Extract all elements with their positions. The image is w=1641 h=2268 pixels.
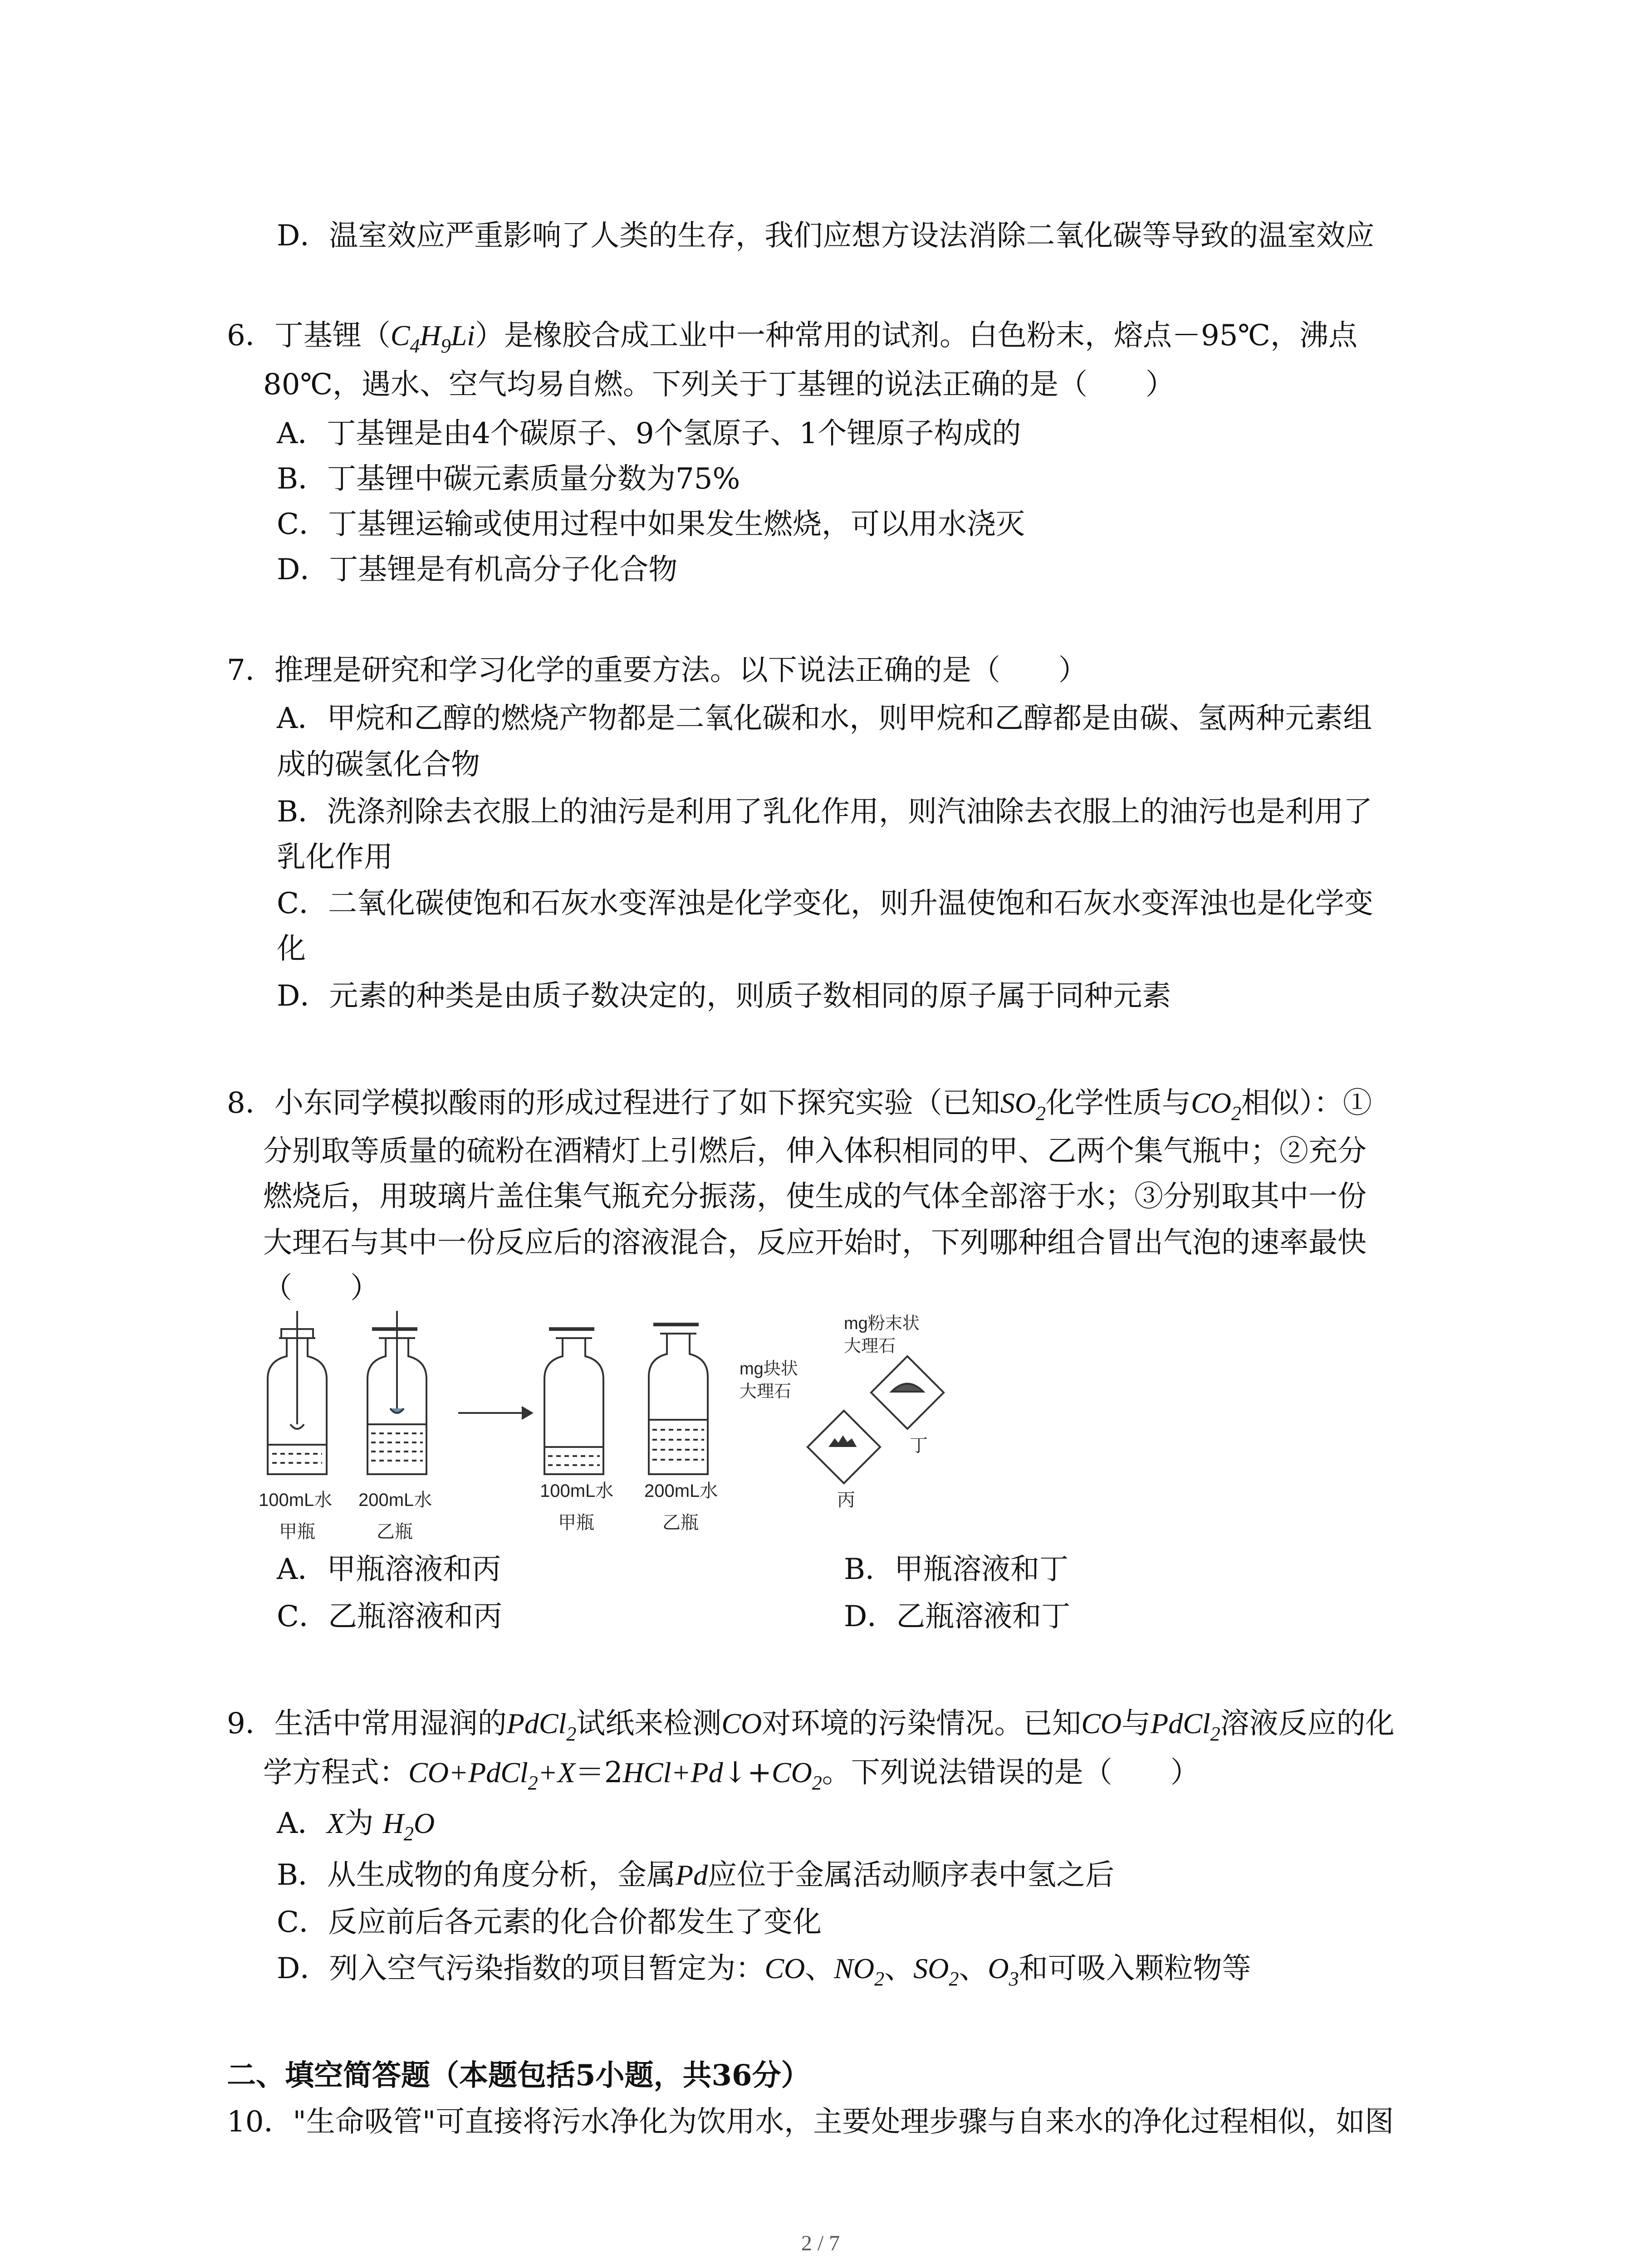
q8-stem-line3: 燃烧后，用玻璃片盖住集气瓶充分振荡，使生成的气体全部溶于水；③分别取其中一份 (263, 1180, 1367, 1213)
bottle-jia-1 (268, 1311, 327, 1474)
label-block-1: mg块状 (740, 1359, 798, 1378)
q6-stem-line2: 80℃，遇水、空气均易自燃。下列关于丁基锂的说法正确的是（ ） (263, 368, 1175, 401)
label-b2-vol: 200mL水 (358, 1490, 432, 1510)
q9-stem-line1: 9．生活中常用湿润的PdCl$_2$试纸来检测CO对环境的污染情况。已知CO与PdCl$_2$溶液反应的化 (227, 1707, 1395, 1745)
q6-option-d: D．丁基锂是有机高分子化合物 (277, 553, 678, 587)
label-b3-vol: 100mL水 (540, 1481, 614, 1501)
bottle-jia-2 (544, 1329, 603, 1474)
q7-option-a-line1: A．甲烷和乙醇的燃烧产物都是二氧化碳和水，则甲烷和乙醇都是由碳、氢两种元素组 (277, 702, 1372, 735)
q7-option-b-line1: B．洗涤剂除去衣服上的油污是利用了乳化作用，则汽油除去衣服上的油污也是利用了 (277, 795, 1373, 829)
label-b4-name: 乙瓶 (662, 1513, 699, 1533)
q5-option-d: D．温室效应严重影响了人类的生存，我们应想方设法消除二氧化碳等导致的温室效应 (277, 219, 1375, 253)
q8-option-b: B．甲瓶溶液和丁 (844, 1553, 1069, 1586)
q7-option-c-line1: C．二氧化碳使饱和石灰水变浑浊是化学变化，则升温使饱和石灰水变浑浊也是化学变 (277, 887, 1373, 920)
bottle-yi-1 (367, 1311, 426, 1474)
label-b1-name: 甲瓶 (279, 1522, 315, 1542)
label-ding: 丁 (910, 1436, 928, 1456)
q7-option-c-line2: 化 (277, 932, 306, 966)
q7-option-a-line2: 成的碳氢化合物 (277, 748, 480, 782)
q6-stem-line1: 6．丁基锂$(C_4H_9Li)$是橡胶合成工业中一种常用的试剂。白色粉末，熔点－95℃，沸点 (227, 319, 1358, 357)
label-b1-vol: 100mL水 (259, 1490, 333, 1510)
q7-option-d: D．元素的种类是由质子数决定的，则质子数相同的原子属于同种元素 (277, 979, 1171, 1013)
label-powder-2: 大理石 (844, 1337, 896, 1356)
q8-stem-line5: （ ） (263, 1271, 379, 1305)
q8-stem-line4: 大理石与其中一份反应后的溶液混合，反应开始时，下列哪种组合冒出气泡的速率最快 (263, 1226, 1367, 1260)
q9-stem-line2: 学方程式：$CO+PdCl_2+X=2HCl+Pd↓+CO_2$。下列说法错误的是（ ） (263, 1756, 1200, 1794)
dish-bing (808, 1411, 880, 1483)
label-b3-name: 甲瓶 (558, 1513, 594, 1533)
q6-option-a: A．丁基锂是由4个碳原子、9个氢原子、1个锂原子构成的 (277, 417, 1021, 450)
q6-option-b: B．丁基锂中碳元素质量分数为75% (277, 462, 740, 496)
q10-stem-line1: 10．"生命吸管"可直接将污水净化为饮用水，主要处理步骤与自来水的净化过程相似，如图 (227, 2105, 1394, 2139)
label-b2-name: 乙瓶 (377, 1522, 413, 1542)
q9-option-a: A．X为 $H_2O$ (277, 1807, 435, 1845)
q8-stem-line1: 8．小东同学模拟酸雨的形成过程进行了如下探究实验（已知$SO_2$化学性质与$CO_2$相似）：① (227, 1086, 1372, 1124)
q7-option-b-line2: 乳化作用 (277, 841, 393, 874)
bottle-yi-2 (649, 1325, 708, 1474)
q8-option-a: A．甲瓶溶液和丙 (277, 1553, 501, 1586)
q9-option-d: D．列入空气污染指数的项目暂定为：CO、$NO_2$、$SO_2$、$O_3$和可吸入颗粒物等 (277, 1952, 1251, 1990)
label-b4-vol: 200mL水 (644, 1481, 718, 1501)
dish-ding (871, 1356, 944, 1429)
label-bing: 丙 (837, 1490, 855, 1510)
q9-option-b: B．从生成物的角度分析，金属Pd应位于金属活动顺序表中氢之后 (277, 1858, 1115, 1892)
label-block-2: 大理石 (740, 1382, 792, 1401)
section-2-title: 二、填空简答题（本题包括5小题，共36分） (227, 2058, 810, 2092)
q7-stem: 7．推理是研究和学习化学的重要方法。以下说法正确的是（ ） (227, 654, 1087, 687)
q6-option-c: C．丁基锂运输或使用过程中如果发生燃烧，可以用水浇灭 (277, 508, 1025, 541)
page-number: 2 / 7 (801, 2231, 840, 2255)
q8-option-c: C．乙瓶溶液和丙 (277, 1600, 502, 1633)
q9-option-c: C．反应前后各元素的化合价都发生了变化 (277, 1906, 822, 1939)
label-powder-1: mg粉末状 (844, 1314, 920, 1333)
q8-option-d: D．乙瓶溶液和丁 (844, 1600, 1071, 1633)
q8-experiment-figure (254, 1311, 962, 1556)
q8-stem-line2: 分别取等质量的硫粉在酒精灯上引燃后，伸入体积相同的甲、乙两个集气瓶中；②充分 (263, 1134, 1367, 1168)
